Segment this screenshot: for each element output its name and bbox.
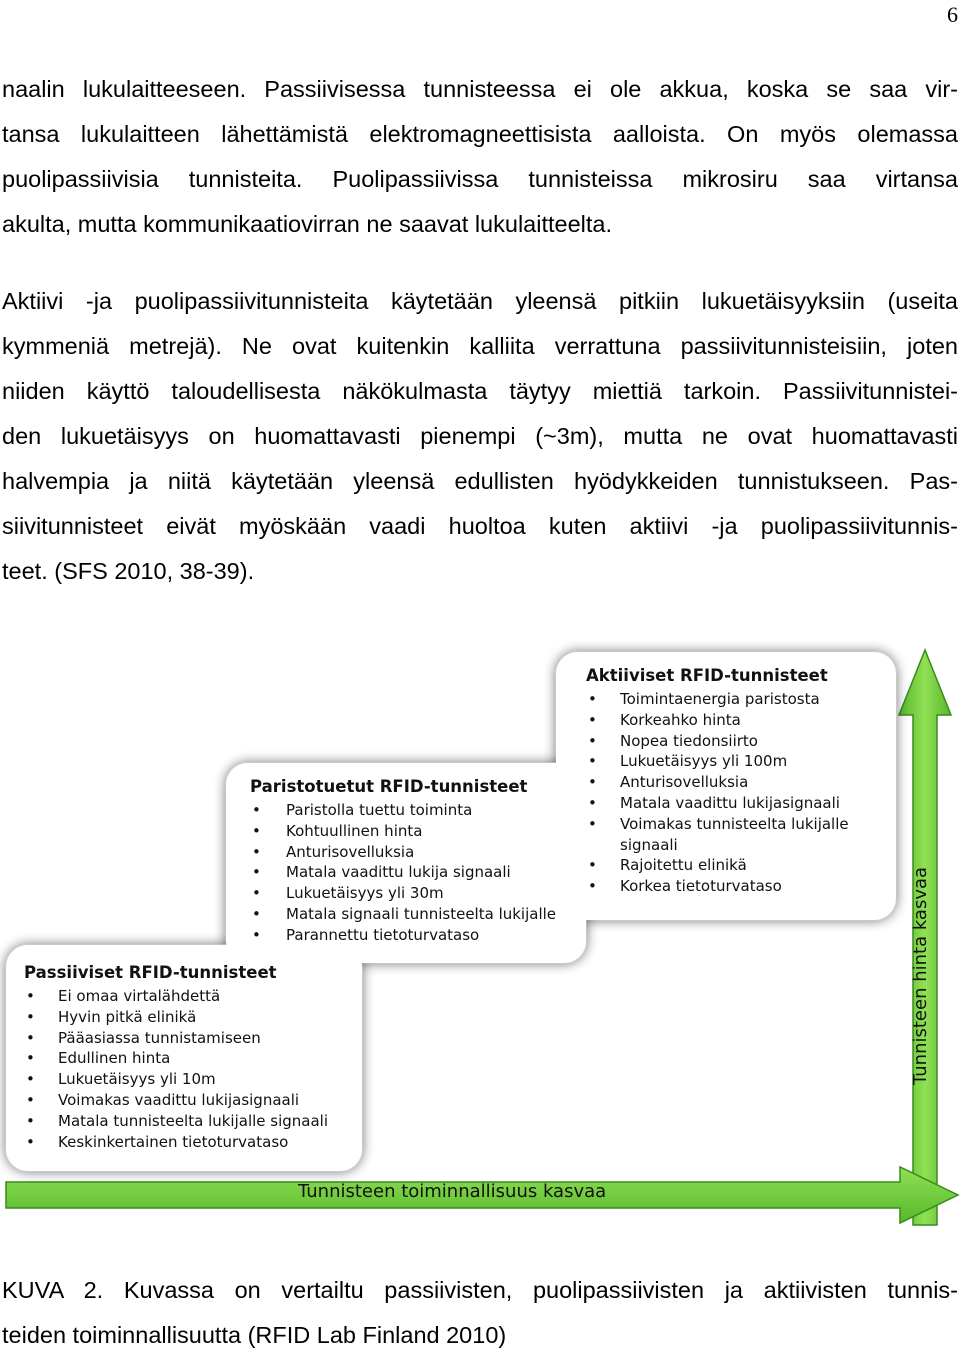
list-item: • Korkea tietoturvataso [586, 876, 886, 897]
rfid-comparison-figure [0, 635, 960, 1235]
list-item: • Lukuetäisyys yli 100m [586, 751, 886, 772]
list-item: • Toimintaenergia paristosta [586, 689, 886, 710]
paragraph-1 [2, 67, 958, 247]
semi-passive-tags-title: Paristotuetut RFID-tunnisteet [250, 777, 528, 796]
text-line: akulta, mutta kommunikaatiovirran ne saavat lukulaitteelta. [2, 211, 613, 237]
passive-tags-box [6, 945, 362, 1171]
list-item: • Lukuetäisyys yli 10m [24, 1069, 352, 1090]
list-item: • Matala tunnisteelta lukijalle signaali [24, 1111, 352, 1132]
text-line: kymmeniä metrejä). Ne ovat kuitenkin kalliita verrattuna passiivitunnisteisiin, joten [2, 333, 958, 359]
semi-passive-tags-list [250, 800, 576, 946]
text-line: naalin lukulaitteeseen. Passiivisessa tunnisteessa ei ole akkua, koska se saa vir- [2, 76, 958, 102]
page-number: 6 [947, 2, 958, 27]
passive-tags-title: Passiiviset RFID-tunnisteet [24, 963, 277, 982]
active-tags-box [556, 652, 896, 920]
caption-line: teiden toiminnallisuutta (RFID Lab Finland 2010) [2, 1322, 507, 1348]
price-axis-label: Tunnisteen hinta kasvaa [910, 866, 931, 1085]
text-line: siivitunnisteet eivät myöskään vaadi huoltoa kuten aktiivi -ja puolipassiivitunnis- [2, 513, 958, 539]
list-item: • Matala vaadittu lukija signaali [250, 862, 576, 883]
list-item: • Voimakas vaadittu lukijasignaali [24, 1090, 352, 1111]
passive-tags-list [24, 986, 352, 1152]
list-item: • Nopea tiedonsiirto [586, 731, 886, 752]
text-line: niiden käyttö taloudellisesta näkökulmasta täytyy miettiä tarkoin. Passiivitunnistei- [2, 378, 958, 404]
list-item: • Edullinen hinta [24, 1048, 352, 1069]
figure-caption [2, 1268, 958, 1358]
text-line: tansa lukulaitteen lähettämistä elektromagneettisista aalloista. On myös olemassa [2, 121, 958, 147]
semi-passive-tags-box [226, 763, 586, 963]
list-item: • Anturisovelluksia [586, 772, 886, 793]
paragraph-2 [2, 279, 958, 594]
functionality-axis-label: Tunnisteen toiminnallisuus kasvaa [298, 1181, 607, 1202]
list-item: • Keskinkertainen tietoturvataso [24, 1132, 352, 1153]
list-item: • Rajoitettu elinikä [586, 855, 886, 876]
list-item: • Parannettu tietoturvataso [250, 925, 576, 946]
list-item: • Pääasiassa tunnistamiseen [24, 1028, 352, 1049]
text-line: Aktiivi -ja puolipassiivitunnisteita käytetään yleensä pitkiin lukuetäisyyksiin (useita [2, 288, 958, 314]
active-tags-title: Aktiiviset RFID-tunnisteet [586, 666, 828, 685]
list-item: • Anturisovelluksia [250, 842, 576, 863]
list-item: • Lukuetäisyys yli 30m [250, 883, 576, 904]
list-item: • Kohtuullinen hinta [250, 821, 576, 842]
list-item: • Matala signaali tunnisteelta lukijalle [250, 904, 576, 925]
text-line: halvempia ja niitä käytetään yleensä edullisten hyödykkeiden tunnistukseen. Pas- [2, 468, 958, 494]
list-item: • Voimakas tunnisteelta lukijalle signaali [586, 814, 886, 856]
list-item: • Hyvin pitkä elinikä [24, 1007, 352, 1028]
list-item: • Ei omaa virtalähdettä [24, 986, 352, 1007]
caption-line: KUVA 2. Kuvassa on vertailtu passiivisten, puolipassiivisten ja aktiivisten tunnis- [2, 1277, 958, 1303]
text-line: den lukuetäisyys on huomattavasti pienempi (~3m), mutta ne ovat huomattavasti [2, 423, 958, 449]
text-line: puolipassiivisia tunnisteita. Puolipassiivissa tunnisteissa mikrosiru saa virtansa [2, 166, 958, 192]
active-tags-list [586, 689, 886, 897]
list-item: • Matala vaadittu lukijasignaali [586, 793, 886, 814]
text-line: teet. (SFS 2010, 38-39). [2, 558, 255, 584]
list-item: • Paristolla tuettu toiminta [250, 800, 576, 821]
list-item: • Korkeahko hinta [586, 710, 886, 731]
